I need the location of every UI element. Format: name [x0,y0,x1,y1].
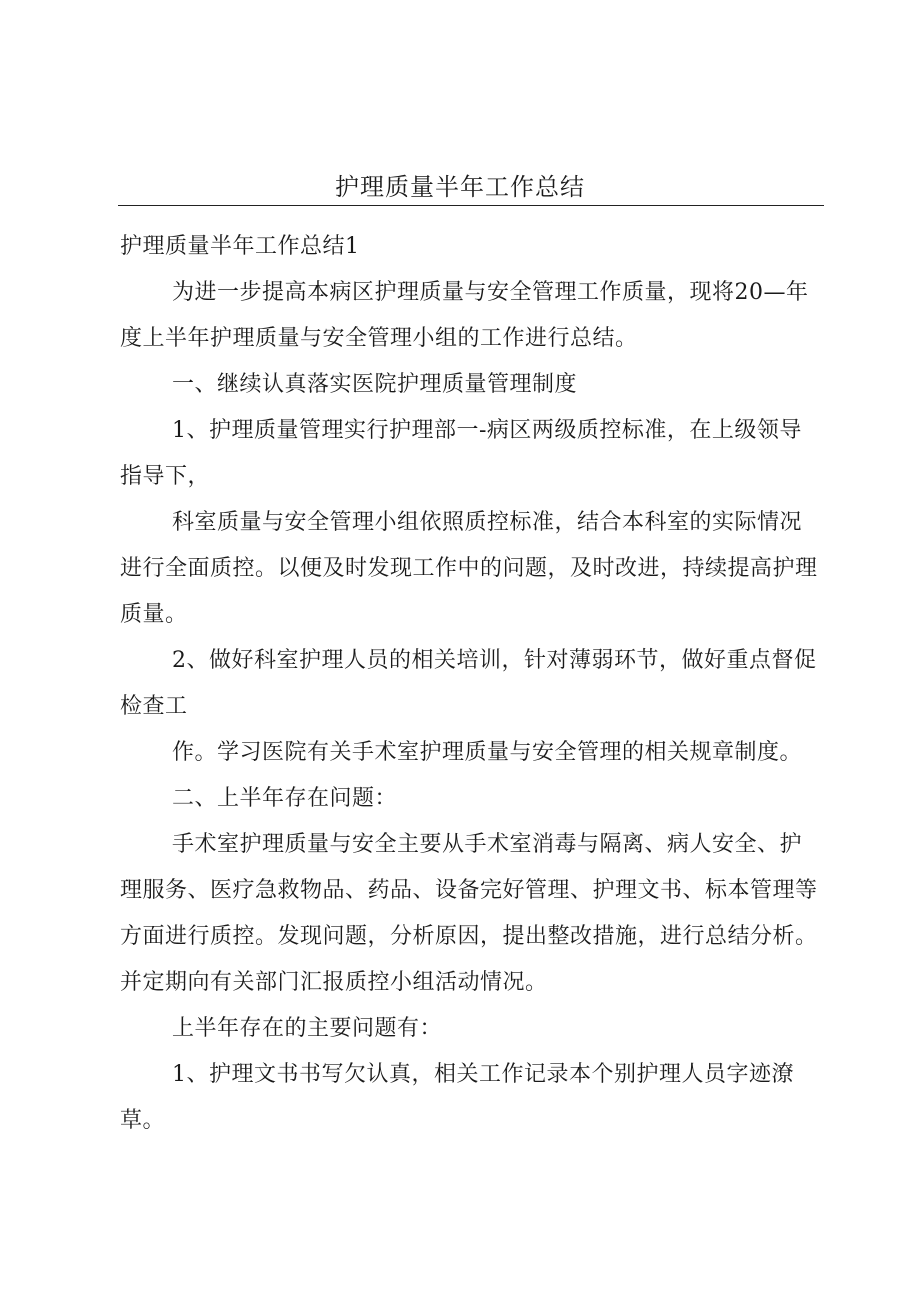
subtitle-paragraph: 护理质量半年工作总结1 [120,234,360,259]
item-2-continued-paragraph: 作。学习医院有关手术室护理质量与安全管理的相关规章制度。 [172,740,803,765]
item-1-continued-paragraph: 科室质量与安全管理小组依照质控标准，结合本科室的实际情况进行全面质控。以便及时发现工作中的问题，及时改进，持续提高护理质量。 [120,510,818,627]
item-1-paragraph: 1、护理质量管理实行护理部一-病区两级质控标准，在上级领导指导下， [120,418,802,489]
section-heading-2: 二、上半年存在问题： [172,786,398,811]
problem-1-paragraph: 1、护理文书书写欠认真，相关工作记录本个别护理人员字迹潦草。 [120,1062,794,1133]
intro-paragraph: 为进一步提高本病区护理质量与安全管理工作质量，现将20—年度上半年护理质量与安全管理小组的工作进行总结。 [120,280,809,351]
section-heading-1: 一、继续认真落实医院护理质量管理制度 [172,372,578,397]
document-body [120,224,820,1144]
title-underline [118,205,824,206]
main-problems-heading: 上半年存在的主要问题有： [172,1016,443,1041]
problems-paragraph: 手术室护理质量与安全主要从手术室消毒与隔离、病人安全、护理服务、医疗急救物品、药品、设备完好管理、护理文书、标本管理等方面进行质控。发现问题，分析原因，提出整改措施，进行总结分析。并定期向有关部门汇报质控小组活动情况。 [120,832,818,995]
item-2-paragraph: 2、做好科室护理人员的相关培训，针对薄弱环节，做好重点督促检查工 [120,648,817,719]
document-title: 护理质量半年工作总结 [335,173,585,201]
